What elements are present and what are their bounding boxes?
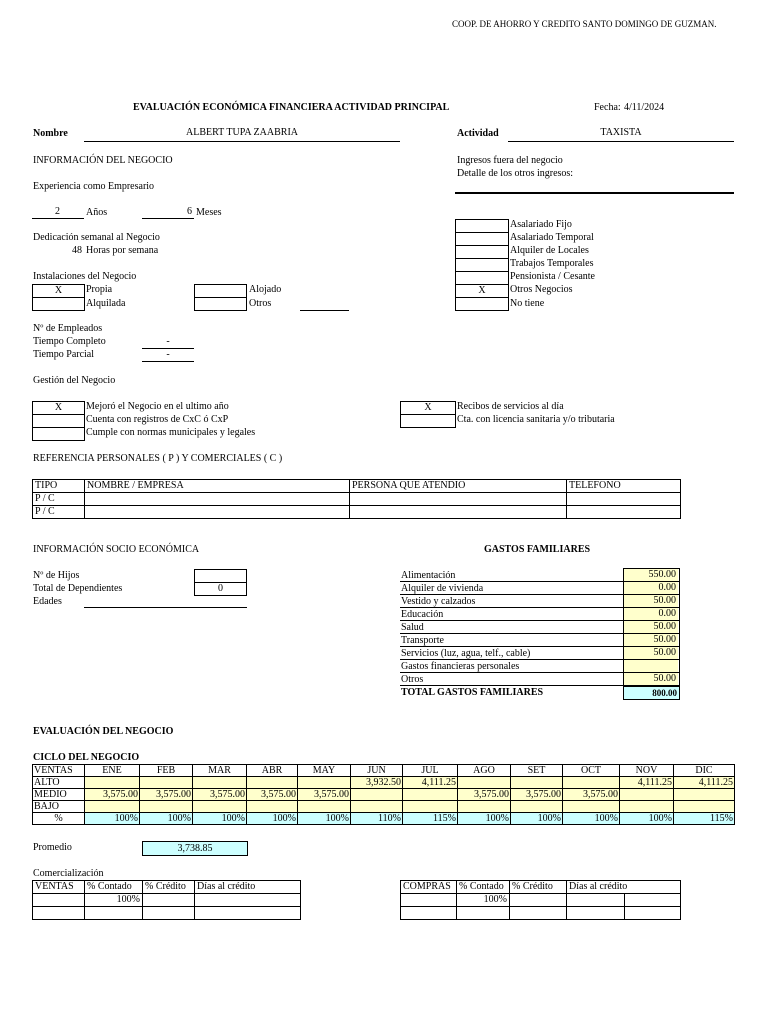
vestido-value[interactable]: 50.00 [624, 595, 678, 607]
pct-label: % [33, 813, 85, 825]
pensionista-label: Pensionista / Cesante [510, 271, 595, 282]
medio-cell[interactable]: 3,575.00 [247, 789, 298, 801]
alto-cell[interactable]: 3,932.50 [351, 777, 403, 789]
month-header: FEB [140, 765, 193, 777]
detalle-line[interactable] [455, 192, 734, 194]
medio-label: MEDIO [33, 789, 85, 801]
actividad-label: Actividad [457, 128, 499, 139]
medio-cell[interactable]: 3,575.00 [85, 789, 140, 801]
gastos-line [400, 672, 680, 673]
ref-persona-cell[interactable] [350, 506, 567, 519]
gastos-title: GASTOS FAMILIARES [484, 544, 591, 555]
bajo-cell[interactable] [298, 801, 351, 813]
edades-label: Edades [33, 596, 62, 607]
referencias-table [32, 479, 681, 519]
pct-cell: 100% [193, 813, 247, 825]
month-header: AGO [458, 765, 511, 777]
nombre-field[interactable]: ALBERT TUPA ZAABRIA [84, 127, 400, 142]
gastos-line [400, 581, 680, 582]
tiempo-parcial-label: Tiempo Parcial [33, 349, 95, 360]
medio-cell[interactable]: 3,575.00 [193, 789, 247, 801]
salud-value[interactable]: 50.00 [624, 621, 678, 633]
ref-nombre-cell[interactable] [85, 493, 350, 506]
cumple-checkbox[interactable] [32, 427, 85, 441]
col-telefono: TELEFONO [567, 480, 681, 493]
alimentacion-value[interactable]: 550.00 [624, 569, 678, 581]
month-header: ABR [247, 765, 298, 777]
gastos-line [400, 646, 680, 647]
gastos-vline [679, 568, 680, 686]
alquiler-locales-label: Alquiler de Locales [510, 245, 589, 256]
otros-gastos-label: Otros [401, 674, 424, 685]
medio-cell[interactable] [620, 789, 674, 801]
alto-cell[interactable] [140, 777, 193, 789]
pct-cell: 100% [458, 813, 511, 825]
ventas-contado-cell[interactable]: 100% [85, 894, 143, 907]
ref-telefono-cell[interactable] [567, 506, 681, 519]
gastos-vline [623, 568, 624, 686]
gastos-line [400, 594, 680, 595]
experiencia-label: Experiencia como Empresario [33, 181, 155, 192]
no-tiene-checkbox[interactable] [455, 297, 509, 311]
propia-checkbox[interactable]: X [32, 284, 85, 298]
bajo-cell[interactable] [247, 801, 298, 813]
edades-line[interactable] [84, 607, 247, 608]
bajo-cell[interactable] [620, 801, 674, 813]
ventas-credito-cell[interactable] [143, 907, 195, 920]
servicios-value[interactable]: 50.00 [624, 647, 678, 659]
instalaciones-label: Instalaciones del Negocio [33, 271, 137, 282]
credito-col: % Crédito [143, 881, 195, 894]
gestion-label: Gestión del Negocio [33, 375, 116, 386]
gastos-line [400, 607, 680, 608]
compras-credito-cell[interactable] [510, 907, 567, 920]
no-tiene-label: No tiene [510, 298, 545, 309]
otros-negocios-checkbox[interactable]: X [455, 284, 509, 298]
otros-line [300, 310, 349, 311]
table-row [33, 881, 301, 894]
bajo-cell[interactable] [351, 801, 403, 813]
licencia-checkbox[interactable] [400, 414, 456, 428]
month-header: SET [511, 765, 563, 777]
total-gastos-label: TOTAL GASTOS FAMILIARES [401, 687, 544, 698]
dependientes-label: Total de Dependientes [33, 583, 123, 594]
financieras-value[interactable] [624, 660, 678, 672]
table-row [33, 894, 301, 907]
alto-label: ALTO [33, 777, 85, 789]
vestido-label: Vestido y calzados [401, 596, 476, 607]
medio-cell[interactable]: 3,575.00 [563, 789, 620, 801]
table-row [33, 907, 301, 920]
gastos-line [623, 568, 680, 569]
ciclo-title: CICLO DEL NEGOCIO [33, 752, 140, 763]
ventas-dias-cell[interactable] [195, 894, 301, 907]
alquiler-locales-checkbox[interactable] [455, 245, 509, 259]
comercializacion-title: Comercialización [33, 868, 104, 879]
ventas-cell[interactable] [33, 907, 85, 920]
compras-cell[interactable] [401, 894, 457, 907]
medio-cell[interactable] [351, 789, 403, 801]
compras-extra-cell[interactable] [625, 894, 681, 907]
alto-cell[interactable]: 4,111.25 [674, 777, 735, 789]
otros-checkbox[interactable] [194, 297, 247, 311]
month-header: OCT [563, 765, 620, 777]
alquiler-vivienda-label: Alquiler de vivienda [401, 583, 484, 594]
alojado-checkbox[interactable] [194, 284, 247, 298]
alquilada-checkbox[interactable] [32, 297, 85, 311]
actividad-field[interactable]: TAXISTA [508, 127, 734, 142]
meses-field[interactable] [142, 206, 194, 219]
fecha-value: 4/11/2024 [624, 102, 665, 113]
gastos-line [400, 685, 680, 686]
alimentacion-label: Alimentación [401, 570, 456, 581]
transporte-label: Transporte [401, 635, 444, 646]
tiempo-completo-field[interactable]: - [142, 336, 194, 349]
servicios-label: Servicios (luz, agua, telf., cable) [401, 648, 531, 659]
compras-dias-cell[interactable] [567, 907, 625, 920]
table-row [33, 506, 681, 519]
compras-table [400, 880, 681, 920]
ventas-table [32, 880, 301, 920]
medio-cell[interactable]: 3,575.00 [298, 789, 351, 801]
cuenta-label: Cuenta con registros de CxC ó CxP [86, 414, 229, 425]
otros-gastos-value[interactable]: 50.00 [624, 673, 678, 685]
ref-tipo-cell[interactable]: P / C [33, 506, 85, 519]
alto-cell[interactable] [458, 777, 511, 789]
table-row [401, 894, 681, 907]
ventas-contado-cell[interactable] [85, 907, 143, 920]
table-row [33, 789, 735, 801]
socio-title: INFORMACIÓN SOCIO ECONÓMICA [33, 544, 200, 555]
compras-dias-cell[interactable] [567, 894, 625, 907]
promedio-label: Promedio [33, 842, 72, 853]
dias-col: Días al crédito [567, 881, 681, 894]
compras-credito-cell[interactable] [510, 894, 567, 907]
coop-name: COOP. DE AHORRO Y CREDITO SANTO DOMINGO DE GUZMAN. [452, 19, 717, 29]
bajo-cell[interactable] [458, 801, 511, 813]
nombre-label: Nombre [33, 128, 68, 139]
horas-value[interactable]: 48 [72, 245, 82, 256]
asalariado-temporal-label: Asalariado Temporal [510, 232, 594, 243]
alto-cell[interactable] [511, 777, 563, 789]
alquilada-label: Alquilada [86, 298, 126, 309]
otros-negocios-label: Otros Negocios [510, 284, 573, 295]
asalariado-temporal-checkbox[interactable] [455, 232, 509, 246]
table-row [401, 881, 681, 894]
educacion-label: Educación [401, 609, 444, 620]
ventas-credito-cell[interactable] [143, 894, 195, 907]
credito-col: % Crédito [510, 881, 567, 894]
propia-label: Propia [86, 284, 113, 295]
cuenta-checkbox[interactable] [32, 414, 85, 428]
bajo-cell[interactable] [511, 801, 563, 813]
ventas-col: VENTAS [33, 881, 85, 894]
contado-col: % Contado [85, 881, 143, 894]
compras-cell[interactable] [401, 907, 457, 920]
table-row [33, 493, 681, 506]
ventas-dias-cell[interactable] [195, 907, 301, 920]
fecha-label: Fecha: [594, 102, 621, 113]
meses-value: 6 [187, 206, 192, 217]
alto-cell[interactable] [298, 777, 351, 789]
medio-cell[interactable]: 3,575.00 [458, 789, 511, 801]
col-persona: PERSONA QUE ATENDIO [350, 480, 567, 493]
alojado-label: Alojado [249, 284, 282, 295]
contado-col: % Contado [457, 881, 510, 894]
table-row [33, 765, 735, 777]
alquiler-vivienda-value[interactable]: 0.00 [624, 582, 678, 594]
ventas-cell[interactable] [33, 894, 85, 907]
bajo-cell[interactable] [85, 801, 140, 813]
table-row [33, 813, 735, 825]
month-header: MAY [298, 765, 351, 777]
ventas-header: VENTAS [33, 765, 85, 777]
pct-cell: 100% [563, 813, 620, 825]
empleados-label: Nº de Empleados [33, 323, 103, 334]
hijos-field[interactable] [194, 569, 247, 583]
alto-cell[interactable] [193, 777, 247, 789]
pct-cell: 100% [298, 813, 351, 825]
dependientes-field[interactable]: 0 [194, 582, 247, 596]
month-header: JUN [351, 765, 403, 777]
ref-nombre-cell[interactable] [85, 506, 350, 519]
salud-label: Salud [401, 622, 424, 633]
medio-cell[interactable] [403, 789, 458, 801]
compras-col: COMPRAS [401, 881, 457, 894]
medio-cell[interactable] [674, 789, 735, 801]
dedicacion-label: Dedicación semanal al Negocio [33, 232, 160, 243]
asalariado-fijo-label: Asalariado Fijo [510, 219, 572, 230]
meses-label: Meses [196, 207, 222, 218]
horas-label: Horas por semana [86, 245, 159, 256]
evaluacion-title: EVALUACIÓN DEL NEGOCIO [33, 726, 174, 737]
compras-extra-cell[interactable] [625, 907, 681, 920]
educacion-value[interactable]: 0.00 [624, 608, 678, 620]
trabajos-temporales-checkbox[interactable] [455, 258, 509, 272]
pensionista-checkbox[interactable] [455, 271, 509, 285]
bajo-cell[interactable] [674, 801, 735, 813]
negocio-title: INFORMACIÓN DEL NEGOCIO [33, 155, 173, 166]
cumple-label: Cumple con normas municipales y legales [86, 427, 256, 438]
medio-cell[interactable]: 3,575.00 [140, 789, 193, 801]
ref-tipo-cell[interactable]: P / C [33, 493, 85, 506]
table-row [33, 777, 735, 789]
pct-cell: 115% [403, 813, 458, 825]
alto-cell[interactable] [247, 777, 298, 789]
otros-label: Otros [249, 298, 272, 309]
pct-cell: 115% [674, 813, 735, 825]
col-nombre: NOMBRE / EMPRESA [85, 480, 350, 493]
gastos-line [400, 620, 680, 621]
pct-cell: 110% [351, 813, 403, 825]
mejoro-checkbox[interactable]: X [32, 401, 85, 415]
table-row [33, 480, 681, 493]
bajo-cell[interactable] [140, 801, 193, 813]
total-gastos-value: 800.00 [623, 686, 680, 700]
transporte-value[interactable]: 50.00 [624, 634, 678, 646]
medio-cell[interactable]: 3,575.00 [511, 789, 563, 801]
anios-field[interactable] [32, 206, 84, 219]
table-row [33, 801, 735, 813]
alto-cell[interactable] [85, 777, 140, 789]
compras-contado-cell[interactable] [457, 907, 510, 920]
mejoro-label: Mejoró el Negocio en el ultimo año [86, 401, 229, 412]
month-header: NOV [620, 765, 674, 777]
col-tipo: TIPO [33, 480, 85, 493]
anios-value: 2 [55, 206, 60, 217]
page-title: EVALUACIÓN ECONÓMICA FINANCIERA ACTIVIDAD PRINCIPAL [133, 102, 450, 113]
bajo-label: BAJO [33, 801, 85, 813]
financieras-label: Gastos financieras personales [401, 661, 520, 672]
bajo-cell[interactable] [563, 801, 620, 813]
ref-persona-cell[interactable] [350, 493, 567, 506]
pct-cell: 100% [247, 813, 298, 825]
month-header: DIC [674, 765, 735, 777]
alto-cell[interactable]: 4,111.25 [620, 777, 674, 789]
pct-cell: 100% [620, 813, 674, 825]
month-header: ENE [85, 765, 140, 777]
alto-cell[interactable]: 4,111.25 [403, 777, 458, 789]
promedio-value: 3,738.85 [142, 841, 248, 856]
bajo-cell[interactable] [193, 801, 247, 813]
compras-contado-cell[interactable]: 100% [457, 894, 510, 907]
table-row [401, 907, 681, 920]
tiempo-completo-label: Tiempo Completo [33, 336, 106, 347]
gastos-line [400, 633, 680, 634]
ciclo-table [32, 764, 735, 825]
pct-cell: 100% [85, 813, 140, 825]
anios-label: Años [86, 207, 108, 218]
dias-col: Días al crédito [195, 881, 301, 894]
ingresos-title: Ingresos fuera del negocio [457, 155, 563, 166]
bajo-cell[interactable] [403, 801, 458, 813]
gastos-line [400, 659, 680, 660]
detalle-label: Detalle de los otros ingresos: [457, 168, 574, 179]
hijos-label: Nº de Hijos [33, 570, 80, 581]
month-header: MAR [193, 765, 247, 777]
ref-telefono-cell[interactable] [567, 493, 681, 506]
pct-cell: 100% [511, 813, 563, 825]
referencias-title: REFERENCIA PERSONALES ( P ) Y COMERCIALES ( C ) [33, 453, 283, 464]
alto-cell[interactable] [563, 777, 620, 789]
recibos-label: Recibos de servicios al día [457, 401, 564, 412]
pct-cell: 100% [140, 813, 193, 825]
licencia-label: Cta. con licencia sanitaria y/o tributaria [457, 414, 615, 425]
trabajos-temporales-label: Trabajos Temporales [510, 258, 594, 269]
month-header: JUL [403, 765, 458, 777]
recibos-checkbox[interactable]: X [400, 401, 456, 415]
asalariado-fijo-checkbox[interactable] [455, 219, 509, 233]
tiempo-parcial-field[interactable]: - [142, 349, 194, 362]
